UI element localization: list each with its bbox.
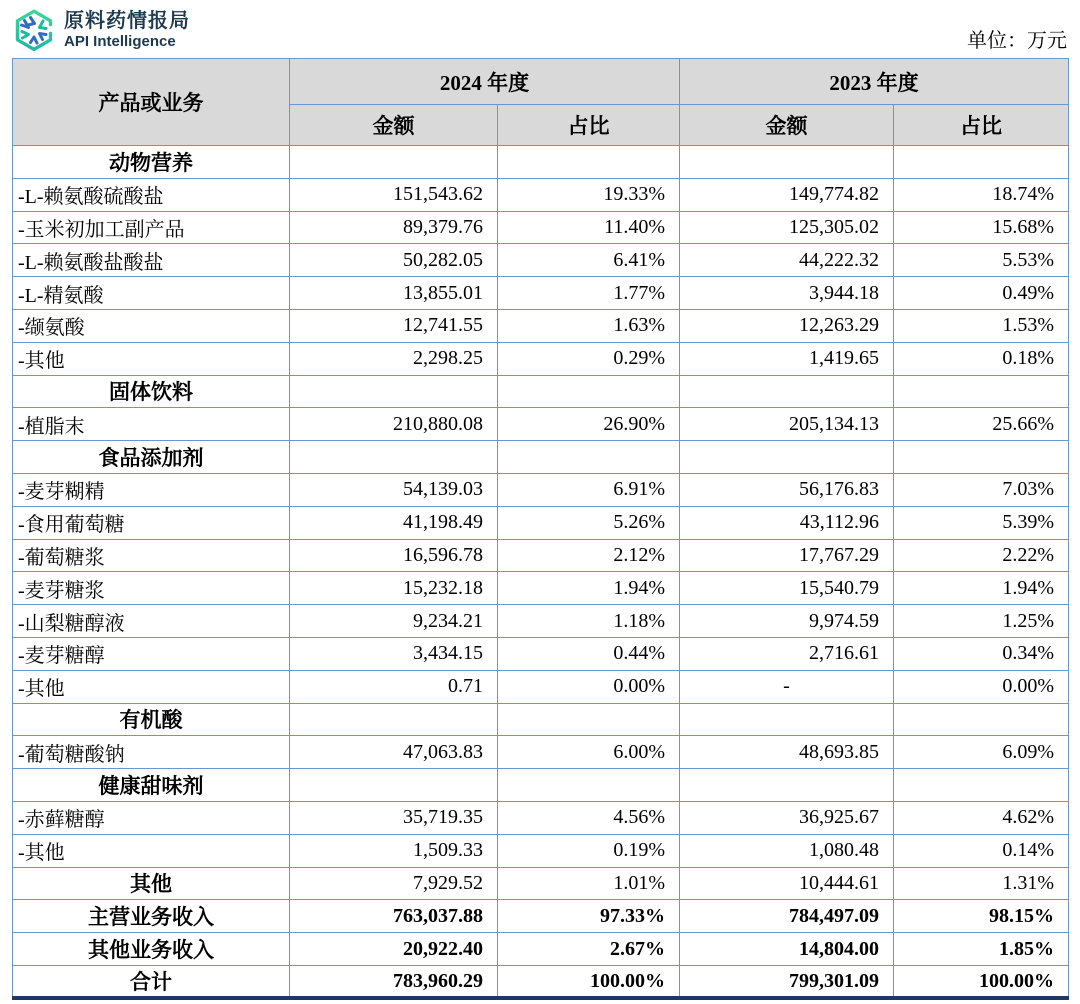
cell-product-label: -缬氨酸 xyxy=(13,309,290,342)
cell-amount-2024: 89,379.76 xyxy=(290,211,498,244)
cell-amount-2024 xyxy=(290,375,498,408)
cell-share-2023: 25.66% xyxy=(894,408,1069,441)
cell-share-2023: 1.85% xyxy=(894,933,1069,966)
cell-share-2023: 98.15% xyxy=(894,900,1069,933)
cell-amount-2023 xyxy=(680,703,894,736)
cell-product-label: -玉米初加工副产品 xyxy=(13,211,290,244)
cell-amount-2024: 763,037.88 xyxy=(290,900,498,933)
cell-share-2024: 1.01% xyxy=(498,867,680,900)
table-row xyxy=(13,801,1069,834)
header-row-years xyxy=(13,59,1069,105)
cell-share-2024: 0.44% xyxy=(498,637,680,670)
cell-amount-2024: 3,434.15 xyxy=(290,637,498,670)
cell-share-2023: 0.14% xyxy=(894,834,1069,867)
table-row xyxy=(13,572,1069,605)
cell-share-2023: 7.03% xyxy=(894,473,1069,506)
table-row xyxy=(13,244,1069,277)
cell-share-2024: 97.33% xyxy=(498,900,680,933)
cell-product-label: -L-赖氨酸硫酸盐 xyxy=(13,178,290,211)
cell-share-2024 xyxy=(498,441,680,474)
cell-amount-2024: 54,139.03 xyxy=(290,473,498,506)
cell-share-2024: 1.18% xyxy=(498,605,680,638)
cell-amount-2023: 15,540.79 xyxy=(680,572,894,605)
cell-amount-2023: 799,301.09 xyxy=(680,965,894,998)
table-row xyxy=(13,769,1069,802)
cell-share-2024: 26.90% xyxy=(498,408,680,441)
table-row xyxy=(13,342,1069,375)
cell-share-2023: 4.62% xyxy=(894,801,1069,834)
cell-amount-2024: 210,880.08 xyxy=(290,408,498,441)
cell-product-label: 其他业务收入 xyxy=(13,933,290,966)
cell-amount-2024: 13,855.01 xyxy=(290,277,498,310)
cell-amount-2024: 2,298.25 xyxy=(290,342,498,375)
cell-amount-2024 xyxy=(290,146,498,179)
col-header-amount-2023: 金额 xyxy=(680,105,894,146)
cell-amount-2023: 149,774.82 xyxy=(680,178,894,211)
cell-share-2024 xyxy=(498,146,680,179)
table-row xyxy=(13,408,1069,441)
table-row xyxy=(13,375,1069,408)
cell-amount-2024: 7,929.52 xyxy=(290,867,498,900)
cell-share-2023: 2.22% xyxy=(894,539,1069,572)
cell-amount-2024: 50,282.05 xyxy=(290,244,498,277)
logo-subtitle: API Intelligence xyxy=(64,32,176,50)
cell-product-label: -其他 xyxy=(13,342,290,375)
cell-share-2023: 1.25% xyxy=(894,605,1069,638)
table-row xyxy=(13,277,1069,310)
cell-product-label: 动物营养 xyxy=(13,146,290,179)
cell-share-2024: 6.00% xyxy=(498,736,680,769)
cell-amount-2024: 1,509.33 xyxy=(290,834,498,867)
cell-share-2023 xyxy=(894,146,1069,179)
cell-amount-2024: 47,063.83 xyxy=(290,736,498,769)
cell-product-label: 主营业务收入 xyxy=(13,900,290,933)
col-header-share-2023: 占比 xyxy=(894,105,1069,146)
cell-share-2023 xyxy=(894,441,1069,474)
cell-amount-2024: 35,719.35 xyxy=(290,801,498,834)
cell-share-2024: 1.77% xyxy=(498,277,680,310)
table-row xyxy=(13,178,1069,211)
cell-product-label: -食用葡萄糖 xyxy=(13,506,290,539)
cell-amount-2023: 12,263.29 xyxy=(680,309,894,342)
cell-amount-2023: 14,804.00 xyxy=(680,933,894,966)
cell-amount-2023: 43,112.96 xyxy=(680,506,894,539)
cell-share-2023: 0.34% xyxy=(894,637,1069,670)
cell-amount-2024: 0.71 xyxy=(290,670,498,703)
cell-share-2023: 5.53% xyxy=(894,244,1069,277)
table-row xyxy=(13,736,1069,769)
col-header-share-2024: 占比 xyxy=(498,105,680,146)
cell-amount-2024: 20,922.40 xyxy=(290,933,498,966)
cell-share-2023: 0.18% xyxy=(894,342,1069,375)
cell-amount-2023: 56,176.83 xyxy=(680,473,894,506)
table-row xyxy=(13,703,1069,736)
col-header-year-2024: 2024 年度 xyxy=(290,59,680,105)
table-row xyxy=(13,933,1069,966)
cell-amount-2023: 205,134.13 xyxy=(680,408,894,441)
cell-share-2024: 0.19% xyxy=(498,834,680,867)
cell-product-label: -葡萄糖酸钠 xyxy=(13,736,290,769)
table-row xyxy=(13,146,1069,179)
cell-share-2023: 1.94% xyxy=(894,572,1069,605)
cell-amount-2023: 10,444.61 xyxy=(680,867,894,900)
cell-share-2023: 6.09% xyxy=(894,736,1069,769)
cell-product-label: 固体饮料 xyxy=(13,375,290,408)
cell-product-label: -麦芽糖浆 xyxy=(13,572,290,605)
cell-amount-2023: 44,222.32 xyxy=(680,244,894,277)
cell-share-2024: 11.40% xyxy=(498,211,680,244)
cell-share-2023: 1.31% xyxy=(894,867,1069,900)
cell-share-2023: 0.00% xyxy=(894,670,1069,703)
cell-share-2024: 2.12% xyxy=(498,539,680,572)
cell-amount-2023: - xyxy=(680,670,894,703)
cell-share-2024: 100.00% xyxy=(498,965,680,998)
cell-product-label: 食品添加剂 xyxy=(13,441,290,474)
cell-amount-2024 xyxy=(290,703,498,736)
table-row xyxy=(13,605,1069,638)
cell-amount-2023: 125,305.02 xyxy=(680,211,894,244)
cell-amount-2024: 783,960.29 xyxy=(290,965,498,998)
table-row xyxy=(13,900,1069,933)
cell-share-2023: 0.49% xyxy=(894,277,1069,310)
table-row xyxy=(13,867,1069,900)
table-row xyxy=(13,834,1069,867)
logo-title: 原料药情报局 xyxy=(64,9,190,32)
cell-share-2023 xyxy=(894,769,1069,802)
cell-product-label: -麦芽糊精 xyxy=(13,473,290,506)
cell-product-label: 健康甜味剂 xyxy=(13,769,290,802)
table-row xyxy=(13,211,1069,244)
cell-product-label: 其他 xyxy=(13,867,290,900)
cell-share-2024 xyxy=(498,375,680,408)
cell-product-label: -L-赖氨酸盐酸盐 xyxy=(13,244,290,277)
cell-product-label: -葡萄糖浆 xyxy=(13,539,290,572)
cell-product-label: -其他 xyxy=(13,670,290,703)
table-row xyxy=(13,965,1069,998)
cell-share-2024: 0.29% xyxy=(498,342,680,375)
cell-share-2024: 6.41% xyxy=(498,244,680,277)
col-header-year-2023: 2023 年度 xyxy=(680,59,1069,105)
cell-amount-2023: 3,944.18 xyxy=(680,277,894,310)
table-row xyxy=(13,309,1069,342)
cell-share-2024 xyxy=(498,703,680,736)
logo xyxy=(10,6,190,54)
cell-product-label: -其他 xyxy=(13,834,290,867)
cell-share-2024: 5.26% xyxy=(498,506,680,539)
logo-hexagon-icon xyxy=(10,6,58,54)
cell-amount-2023: 9,974.59 xyxy=(680,605,894,638)
cell-amount-2023: 1,080.48 xyxy=(680,834,894,867)
cell-amount-2023: 1,419.65 xyxy=(680,342,894,375)
cell-share-2024: 1.63% xyxy=(498,309,680,342)
table-row xyxy=(13,473,1069,506)
cell-amount-2023 xyxy=(680,375,894,408)
cell-amount-2023 xyxy=(680,441,894,474)
col-header-amount-2024: 金额 xyxy=(290,105,498,146)
cell-amount-2023 xyxy=(680,769,894,802)
table-row xyxy=(13,637,1069,670)
table-header xyxy=(13,59,1069,146)
cell-product-label: -植脂末 xyxy=(13,408,290,441)
cell-amount-2023: 784,497.09 xyxy=(680,900,894,933)
cell-share-2023: 15.68% xyxy=(894,211,1069,244)
cell-share-2023: 5.39% xyxy=(894,506,1069,539)
cell-share-2024: 19.33% xyxy=(498,178,680,211)
cell-amount-2024: 12,741.55 xyxy=(290,309,498,342)
cell-amount-2024: 151,543.62 xyxy=(290,178,498,211)
cell-share-2024: 2.67% xyxy=(498,933,680,966)
table-body xyxy=(13,146,1069,999)
cell-amount-2024 xyxy=(290,769,498,802)
cell-product-label: -赤藓糖醇 xyxy=(13,801,290,834)
col-header-product: 产品或业务 xyxy=(13,59,290,146)
cell-share-2024: 1.94% xyxy=(498,572,680,605)
table-row xyxy=(13,506,1069,539)
cell-share-2024: 6.91% xyxy=(498,473,680,506)
unit-label: 单位：万元 xyxy=(967,30,1067,52)
cell-amount-2024: 41,198.49 xyxy=(290,506,498,539)
topbar xyxy=(0,0,1080,58)
cell-share-2023: 100.00% xyxy=(894,965,1069,998)
cell-amount-2023: 17,767.29 xyxy=(680,539,894,572)
cell-product-label: 有机酸 xyxy=(13,703,290,736)
table-row xyxy=(13,670,1069,703)
cell-product-label: -L-精氨酸 xyxy=(13,277,290,310)
cell-share-2024: 4.56% xyxy=(498,801,680,834)
cell-amount-2024: 16,596.78 xyxy=(290,539,498,572)
cell-product-label: 合计 xyxy=(13,965,290,998)
cell-amount-2024 xyxy=(290,441,498,474)
table-row xyxy=(13,441,1069,474)
table-row xyxy=(13,539,1069,572)
cell-share-2023: 18.74% xyxy=(894,178,1069,211)
logo-text xyxy=(64,10,190,51)
cell-share-2023 xyxy=(894,703,1069,736)
cell-share-2023 xyxy=(894,375,1069,408)
cell-amount-2024: 9,234.21 xyxy=(290,605,498,638)
cell-share-2024 xyxy=(498,769,680,802)
revenue-table xyxy=(12,58,1069,1000)
cell-product-label: -山梨糖醇液 xyxy=(13,605,290,638)
cell-share-2023: 1.53% xyxy=(894,309,1069,342)
cell-amount-2023: 36,925.67 xyxy=(680,801,894,834)
cell-share-2024: 0.00% xyxy=(498,670,680,703)
cell-amount-2023: 2,716.61 xyxy=(680,637,894,670)
cell-amount-2023: 48,693.85 xyxy=(680,736,894,769)
cell-amount-2023 xyxy=(680,146,894,179)
cell-product-label: -麦芽糖醇 xyxy=(13,637,290,670)
cell-amount-2024: 15,232.18 xyxy=(290,572,498,605)
